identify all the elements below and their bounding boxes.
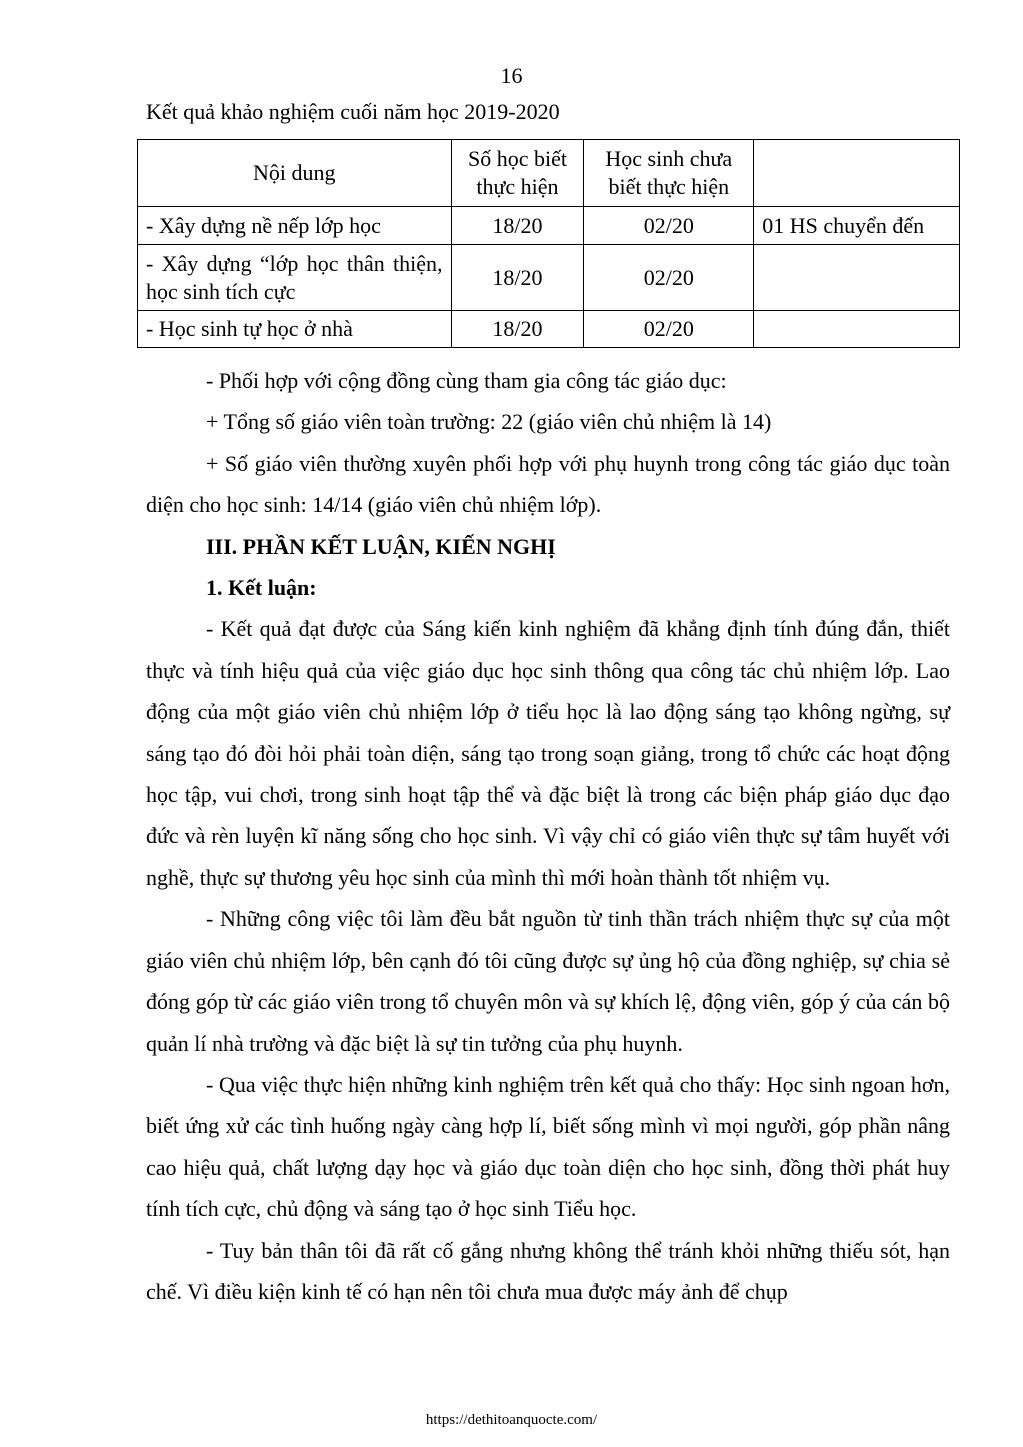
footer-url: https://dethitoanquocte.com/ [425, 1412, 598, 1428]
results-table [137, 139, 960, 348]
paragraph-limitations: - Tuy bản thân tôi đã rất cố gắng nhưng không thể tránh khỏi những thiếu sót, hạn chế. Vì điều kiện kinh tế có hạn nên tôi chưa mua được máy ảnh để chụp [146, 1237, 950, 1304]
row-note-cell [754, 311, 960, 348]
row-note-cell: 01 HS chuyển đến [754, 207, 960, 245]
row-content-cell: - Xây dựng nề nếp lớp học [138, 207, 452, 245]
row-unable-cell: 02/20 [584, 311, 754, 348]
paragraph-community-cooperation: - Phối hợp với cộng đồng cùng tham gia công tác giáo dục: [206, 368, 727, 393]
page-number: 16 [500, 63, 523, 88]
paragraph-teacher-parent-cooperation: + Số giáo viên thường xuyên phối hợp với phụ huynh trong công tác giáo dục toàn diện cho học sinh: 14/14 (giáo viên chủ nhiệm lớp). [146, 450, 950, 518]
table-caption: Kết quả khảo nghiệm cuối năm học 2019-2020 [146, 99, 560, 124]
table-row [138, 311, 960, 348]
header-cell-students-unable: Học sinh chưa biết thực hiện [584, 140, 754, 207]
section-heading-conclusion: III. PHẦN KẾT LUẬN, KIẾN NGHỊ [206, 533, 556, 559]
header-cell-students-able: Số học biết thực hiện [451, 140, 584, 207]
row-content-cell: - Học sinh tự học ở nhà [138, 311, 452, 348]
subsection-heading-conclusion: 1. Kết luận: [206, 575, 317, 601]
header-cell-content: Nội dung [138, 140, 452, 207]
paragraph-results: - Kết quả đạt được của Sáng kiến kinh nghiệm đã khẳng định tính đúng đắn, thiết thực và tính hiệu quả của việc giáo dục học sinh thông qua công tác chủ nhiệm lớp. Lao động của một giáo viên chủ nhiệm lớp ở tiểu học là lao động sáng tạo không ngừng, sự sáng tạo đó đòi hỏi phải toàn diện, sáng tạo trong soạn giảng, trong tổ chức các hoạt động học tập, vui chơi, trong sinh hoạt tập thể và đặc biệt là trong các biện pháp giáo dục đạo đức và rèn luyện kĩ năng sống cho học sinh. Vì vậy chỉ có giáo viên thực sự tâm huyết với nghề, thực sự thương yêu học sinh của mình thì mới hoàn thành tốt nhiệm vụ. [146, 616, 950, 890]
row-unable-cell: 02/20 [584, 245, 754, 311]
header-cell-notes [754, 140, 960, 207]
row-note-cell [754, 245, 960, 311]
table-row [138, 207, 960, 245]
row-content-cell: - Xây dựng “lớp học thân thiện, học sinh tích cực [138, 245, 452, 311]
row-able-cell: 18/20 [451, 207, 584, 245]
body-text [146, 360, 950, 1312]
paragraph-outcomes: - Qua việc thực hiện những kinh nghiệm trên kết quả cho thấy: Học sinh ngoan hơn, biết ứng xử các tình huống ngày càng hợp lí, biết sống mình vì mọi người, góp phần nâng cao hiệu quả, chất lượng dạy học và giáo dục toàn diện cho học sinh, đồng thời phát huy tính tích cực, chủ động và sáng tạo ở học sinh Tiểu học. [146, 1071, 950, 1222]
row-able-cell: 18/20 [451, 311, 584, 348]
row-unable-cell: 02/20 [584, 207, 754, 245]
paragraph-work-origin: - Những công việc tôi làm đều bắt nguồn từ tinh thần trách nhiệm thực sự của một giáo viên chủ nhiệm lớp, bên cạnh đó tôi cũng được sự ủng hộ của đồng nghiệp, sự chia sẻ đóng góp từ các giáo viên trong tổ chuyên môn và sự khích lệ, động viên, góp ý của cán bộ quản lí nhà trường và đặc biệt là sự tin tưởng của phụ huynh. [146, 906, 950, 1056]
table-row [138, 245, 960, 311]
paragraph-teacher-total: + Tổng số giáo viên toàn trường: 22 (giáo viên chủ nhiệm là 14) [206, 409, 772, 435]
row-able-cell: 18/20 [451, 245, 584, 311]
table-header-row [138, 140, 960, 207]
